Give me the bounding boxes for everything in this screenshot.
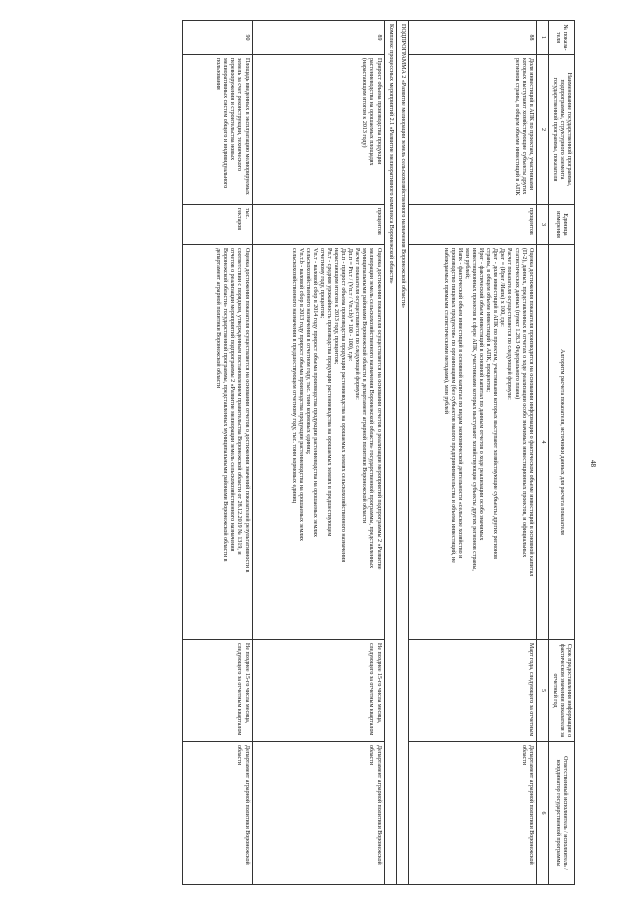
row-algorithm xyxy=(182,245,252,640)
algorithm-line: Оценка достижения показателя осуществляется на основании отчетов о достижении значений показателей результативности в xyxy=(243,248,250,573)
algorithm-line: Дп.п = Рп.т / (Vп.т / Vп.т.b) * 100 - 100), где: xyxy=(347,248,354,362)
algorithm-line: Ирег - фактический объем инвестиций в основной капитал по данным отчетов о ходе реализации особо значимых xyxy=(478,248,485,541)
algorithm-line: Расчет показателя осуществляется по следующей формуле: xyxy=(506,248,513,400)
column-number: 6 xyxy=(536,742,548,885)
algorithm-line: сельскохозяйственного назначения в отчетном году, тыс. тонн кормовых единиц; xyxy=(304,248,311,455)
algorithm-line: Дп.п - прирост объема производства продукции растениеводства на орошаемых землях сельскохозяйственного назначения xyxy=(340,248,347,563)
rotated-landscape-content xyxy=(15,12,605,892)
column-number: 3 xyxy=(536,205,548,245)
row-algorithm xyxy=(252,245,384,640)
row-number: 89 xyxy=(252,21,384,55)
algorithm-line: отчетов о реализации мероприятий подпрограммы 2 «Развитие мелиорации земель сельскохозяйственного назначения xyxy=(229,248,236,552)
algorithm-line: страны, в общем объеме инвестиций в АПК, процентов; xyxy=(485,248,492,392)
header-algorithm: Алгоритм расчета показателя, источники данных для расчета показателя xyxy=(548,245,574,640)
header-responsible: Ответственный исполнитель / исполнитель / координатор государственной программы xyxy=(548,742,574,885)
row-responsible: Департамент аграрной политики Воронежской области xyxy=(252,742,384,885)
algorithm-line: муниципальными районами Воронежской области в департамент аграрной политики Воронежской области xyxy=(361,248,368,524)
column-number: 4 xyxy=(536,245,548,640)
algorithm-line: Воронежской области» государственной программы, представленных муниципальными районами Воронежской области в xyxy=(222,248,229,562)
algorithm-line: Расчет показателя осуществляется по следующей формуле: xyxy=(354,248,361,400)
algorithm-line: Оценка достижения показателя производится на основании информации о фактическом объеме инвестиций в основной капитал xyxy=(527,248,534,577)
algorithm-line: Vп.т - валовой сбор в 2014 году прирост объема производства продукции растениеводства на орошаемых землях xyxy=(311,248,318,537)
column-number: 1 xyxy=(536,21,548,55)
algorithm-line: Иапк - фактический объем инвестиций в основной капитал по видам экономической деятельности «сельское хозяйство и xyxy=(456,248,463,559)
row-unit: тыс. гектаров xyxy=(182,205,252,245)
algorithm-line: департамент аграрной политики Воронежской области xyxy=(215,248,222,389)
row-number: 90 xyxy=(182,21,252,55)
algorithm-line: нарастающим итогом к 2013 году, процентов; xyxy=(333,248,340,365)
row-responsible: Департамент аграрной политики Воронежской области xyxy=(408,742,536,885)
complex-row xyxy=(384,21,396,885)
row-responsible: Департамент аграрной политики Воронежской области xyxy=(182,742,252,885)
algorithm-line: млн рублей; xyxy=(463,248,470,279)
algorithm-line: наблюдаемых прямыми статистическими методами), млн рублей xyxy=(442,248,449,414)
row-unit: процентов xyxy=(252,205,384,245)
algorithm-line: производство пищевых продуктов» по организациям (без субъектов малого предпринимательства и объема инвестиций, не xyxy=(449,248,456,563)
row-name: Площадь введенных в эксплуатацию мелиорируемых земель за счет реконструкции, технического перевооружения и строительства новых мелиоративных систем общего и индивидуального пользования xyxy=(182,55,252,205)
algorithm-line: Рп.т - средняя урожайность производства продукции растениеводства на орошаемых землях в предшествующем xyxy=(325,248,332,537)
table-row xyxy=(252,21,384,885)
algorithm-line: сельскохозяйственного назначения в предшествующем отчетному году, тыс. тонн кормовых единиц xyxy=(290,248,297,503)
algorithm-line: мелиорации земель сельскохозяйственного назначения Воронежской области» государственной программы, представленных xyxy=(368,248,375,569)
row-number: 88 xyxy=(408,21,536,55)
column-number: 5 xyxy=(536,640,548,742)
subprogram-title: ПОДПРОГРАММА 2 «Развитие мелиорации земель сельскохозяйственного назначения Воронежской области» xyxy=(396,21,408,885)
algorithm-line: Оценка достижения показателя осуществляется на основании отчетов о реализации мероприятий подпрограммы 2 «Развитие xyxy=(375,248,382,570)
indicators-table xyxy=(182,20,575,885)
row-term: Не позднее 15-го числа месяца, следующего за отчетным кварталом xyxy=(182,640,252,742)
column-number-row xyxy=(536,21,548,885)
algorithm-line: соответствии с порядком, утвержденным постановлением правительства Воронежской области от 28.12.2019 № 1319, и xyxy=(236,248,243,555)
table-row xyxy=(182,21,252,885)
algorithm-line: Дрег = (Ирег /Иапк) х 100, где: xyxy=(499,248,506,327)
table-frame xyxy=(15,12,605,892)
algorithm-line: статистических данных (пункт 1.28.3 Федерального плана) xyxy=(513,248,520,400)
header-term: Срок предоставления информации о фактическом значении показателя за отчетный год xyxy=(548,640,574,742)
algorithm-line: (П-2), данных, представленных в отчетах о ходе реализации особо значимых инвестиционных проектов, и официальных xyxy=(520,248,527,558)
subprogram-row xyxy=(396,21,408,885)
header-row xyxy=(548,21,574,885)
algorithm-line: Дрег - доля инвестиций в АПК по проектам, участниками которых выступают хозяйствующие субъекты других регионов xyxy=(492,248,499,559)
column-number: 2 xyxy=(536,55,548,205)
algorithm-line: инвестиционных проектов в сфере АПК, участниками которых выступают хозяйствующие субъекты других регионов страны, xyxy=(471,248,478,571)
header-name: Наименование государственной программы, подпрограммы, структурного элемента государственной программы, показателя xyxy=(548,55,574,205)
algorithm-line: отчетному году, процентов; xyxy=(318,248,325,319)
row-term: Март года, следующего за отчетным xyxy=(408,640,536,742)
algorithm-line: Vп.т.b - валовой сбор в 2013 году прирост объема производства продукции растениеводства на орошаемых землях xyxy=(297,248,304,542)
table-row xyxy=(408,21,536,885)
header-number: № показа-теля xyxy=(548,21,574,55)
header-unit: Единица измерения xyxy=(548,205,574,245)
complex-title: Комплекс процессных мероприятий 2.1 «Развитие мелиоративного комплекса Воронежской области» xyxy=(384,21,396,885)
page-number: 48 xyxy=(589,460,597,467)
row-name: Доля инвестиций в АПК по проектам, участниками которых выступают хозяйствующие субъекты других регионов страны, в общем объеме инвестиций в АПК xyxy=(408,55,536,205)
row-name: Прирост объема производства продукции растениеводства на орошаемых площадях (нарастающим итогом к 2013 году) xyxy=(252,55,384,205)
row-algorithm xyxy=(408,245,536,640)
row-term: Не позднее 15-го числа месяца, следующего за отчетным кварталом xyxy=(252,640,384,742)
row-unit: процентов xyxy=(408,205,536,245)
